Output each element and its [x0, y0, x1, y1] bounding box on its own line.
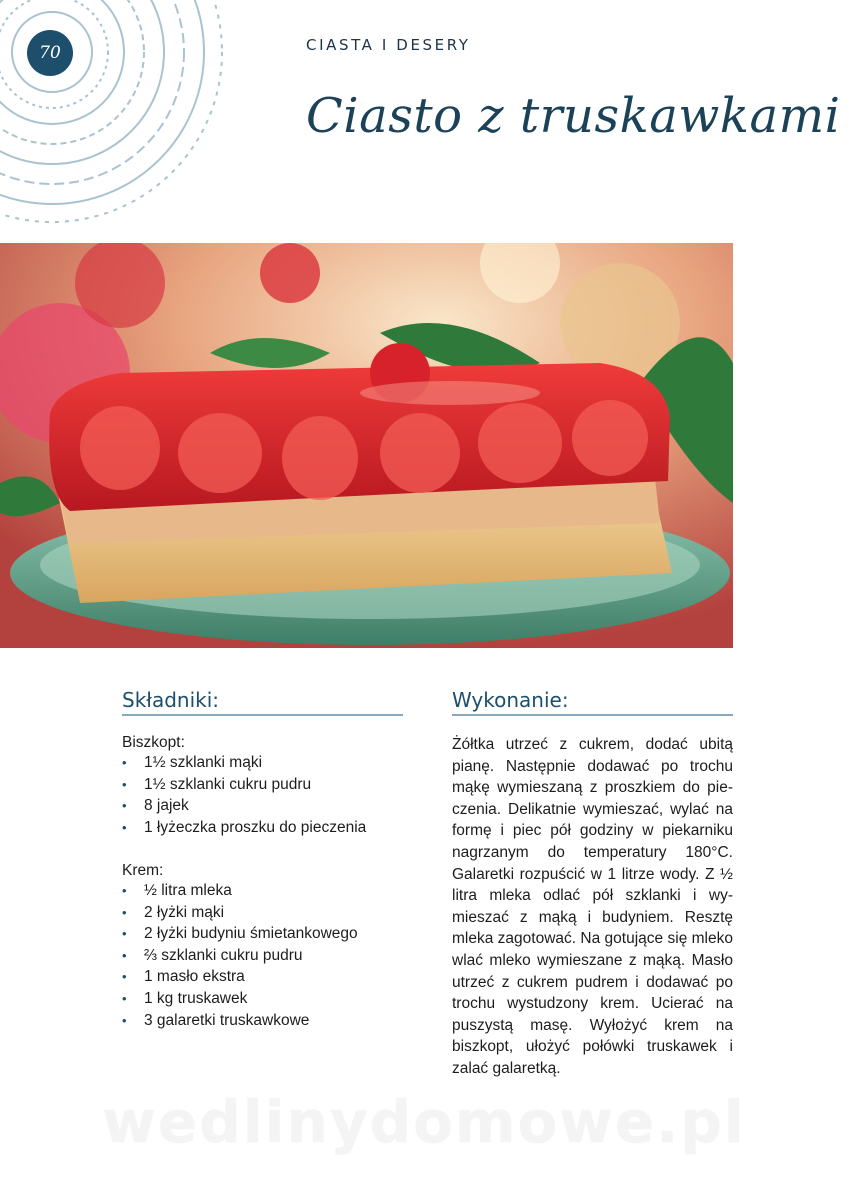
bullet-icon: •: [122, 904, 127, 920]
list-item: • ½ litra mleka: [122, 880, 358, 902]
list-item: • 1½ szklanki cukru pudru: [122, 774, 366, 796]
ingredient-list-krem: [122, 880, 358, 1031]
list-item: • 3 galaretki truskawkowe: [122, 1010, 358, 1032]
bullet-icon: •: [122, 990, 127, 1006]
list-item: • 1 masło ekstra: [122, 966, 358, 988]
list-item: • ⅔ szklanki cukru pudru: [122, 945, 358, 967]
bullet-icon: •: [122, 883, 127, 898]
ingredient-list-biszkopt: [122, 752, 366, 838]
section-label: CIASTA I DESERY: [306, 36, 471, 54]
bullet-icon: •: [122, 798, 127, 814]
list-item: • 1 łyżeczka proszku do pieczenia: [122, 817, 366, 839]
ingredient-group-title: Krem:: [122, 862, 164, 879]
ingredient-group-title: Biszkopt:: [122, 734, 185, 751]
cake-photo: [0, 243, 733, 648]
method-rule: [452, 714, 733, 716]
bullet-icon: •: [122, 1012, 127, 1028]
page-number-badge: [27, 30, 73, 76]
bullet-icon: •: [122, 947, 127, 963]
ingredients-heading: Składniki:: [122, 688, 220, 712]
method-heading: Wykonanie:: [452, 688, 569, 712]
bullet-icon: •: [122, 755, 127, 770]
list-item: • 1 kg truskawek: [122, 988, 358, 1010]
bullet-icon: •: [122, 819, 127, 835]
ingredients-rule: [122, 714, 403, 716]
recipe-title: Ciasto z truskawkami: [306, 88, 841, 144]
bullet-icon: •: [122, 926, 127, 942]
method-text: Żółtka utrzeć z cukrem, dodać ubitą pianę. Następnie dodawać po trochu mąkę wymieszaną z proszkiem do pieczenia. Delikatnie wymieszać, wylać na formę i piec pół godziny w piekarniku nagrzanym do temperatury 180°C. Galaretki rozpuścić w 1 litrze wody. Z ½ litra mleka odlać pół szklanki i wymieszać z mąką i budyniem. Resztę mleka zagotować. Na gotujące się mleko wlać mleko wymieszane z mąką. Masło utrzeć z cukrem pudrem i dodawać po trochu wystudzony krem. Ucierać na puszystą masę. Wyłożyć krem na biszkopt, ułożyć połówki truskawek i zalać galaretką.: [452, 736, 733, 1077]
bullet-icon: •: [122, 969, 127, 985]
list-item: • 8 jajek: [122, 795, 366, 817]
watermark: wedlinydomowe.pl: [102, 1088, 746, 1156]
page-number: 70: [39, 43, 61, 63]
list-item: • 2 łyżki budyniu śmietankowego: [122, 923, 358, 945]
list-item: • 2 łyżki mąki: [122, 902, 358, 924]
list-item: • 1½ szklanki mąki: [122, 752, 366, 774]
bullet-icon: •: [122, 776, 127, 792]
